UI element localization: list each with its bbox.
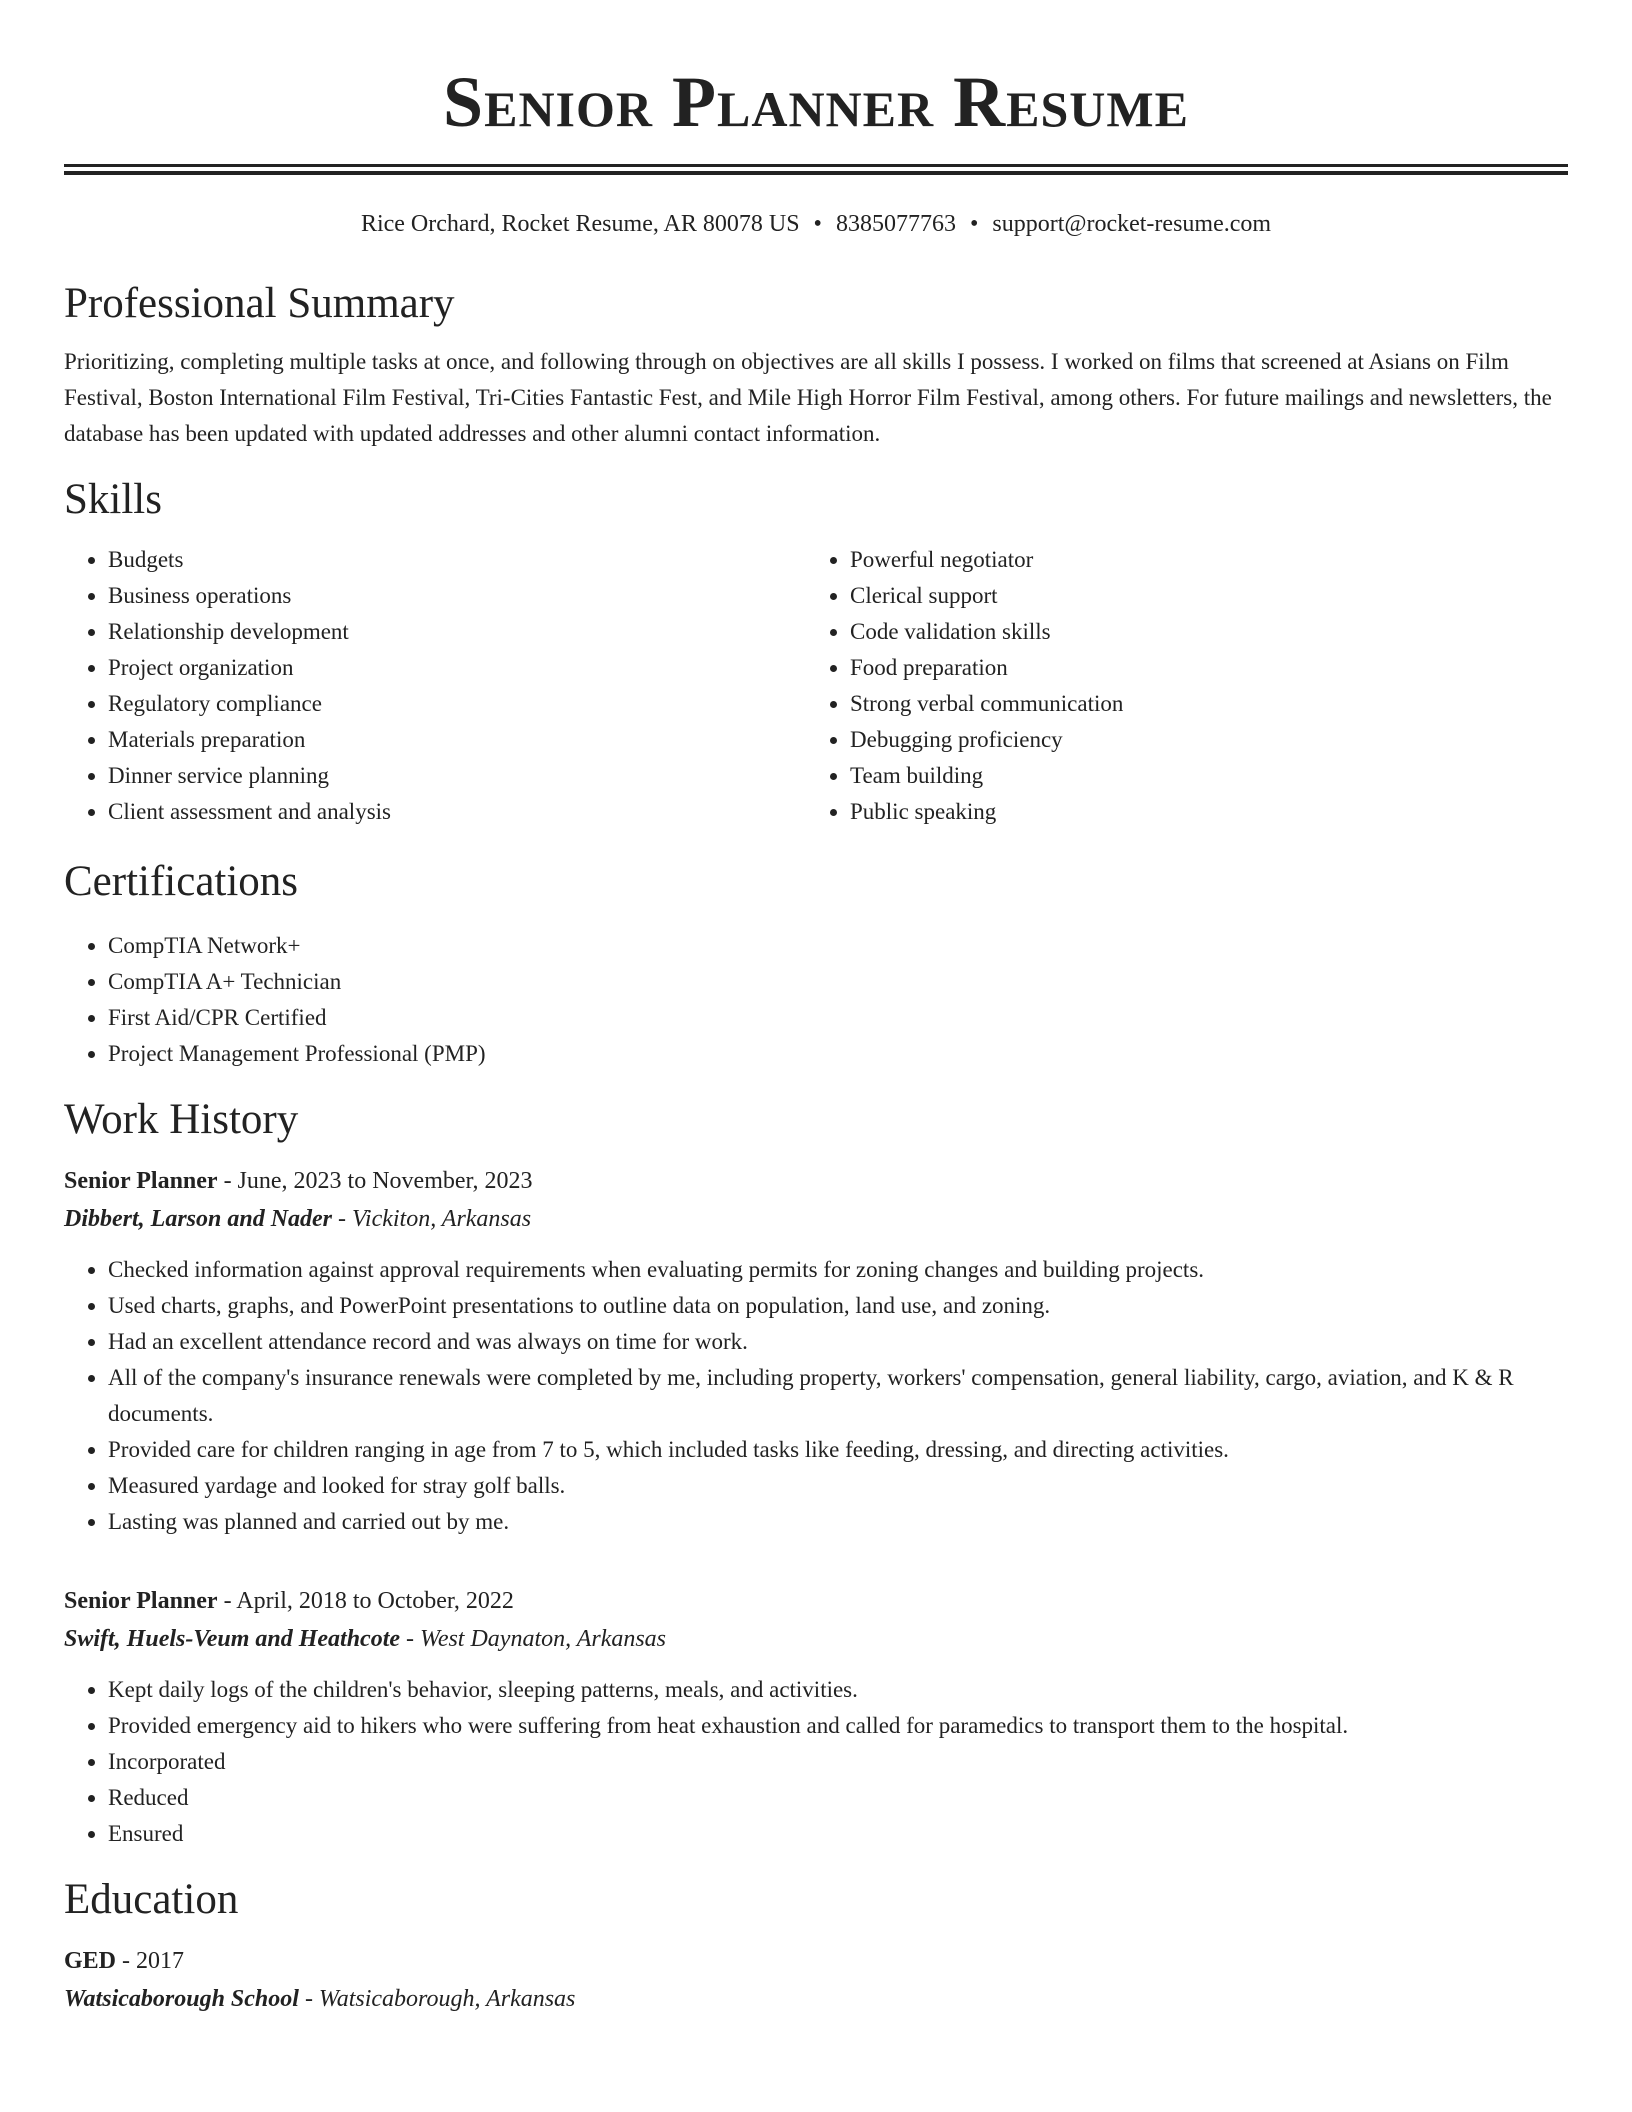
job-title: Senior Planner	[64, 1588, 218, 1614]
job-company: Swift, Huels-Veum and Heathcote	[64, 1626, 401, 1652]
job-duty: • Kept daily logs of the children's behavior, sleeping patterns, meals, and activities.	[108, 1672, 1568, 1708]
certification-item: • CompTIA Network+	[108, 928, 1568, 964]
job-duty: • Used charts, graphs, and PowerPoint presentations to outline data on population, land use, and zoning.	[108, 1288, 1568, 1324]
job-duty: • Provided emergency aid to hikers who were suffering from heat exhaustion and called for paramedics to transport them to the hospital.	[108, 1708, 1568, 1744]
certification-item: • CompTIA A+ Technician	[108, 964, 1568, 1000]
education-location: - Watsicaborough, Arkansas	[298, 1986, 576, 2012]
certifications-list	[64, 928, 1568, 1072]
education-heading: Education	[64, 1876, 239, 1923]
skill-item: • Food preparation	[850, 650, 1548, 686]
contact-phone: 8385077763	[835, 211, 956, 237]
job-dates: - April, 2018 to October, 2022	[217, 1588, 514, 1614]
skills-heading: Skills	[64, 476, 162, 523]
summary-text: Prioritizing, completing multiple tasks at once, and following through on objectives are all skills I possess. I worked on films that screened at Asians on Film Festival, Boston International Film Festival, Tri-Cities Fantastic Fest, and Mile High Horror Film Festival, among others. For future mailings and newsletters, the database has been updated with updated addresses and other alumni contact information.	[64, 349, 1552, 446]
job-duty: • Reduced	[108, 1780, 1568, 1816]
skill-item: • Relationship development	[108, 614, 806, 650]
job-duty: • Incorporated	[108, 1744, 1568, 1780]
education-year: - 2017	[116, 1948, 185, 1974]
work-history-heading: Work History	[64, 1096, 299, 1143]
job-duty: • All of the company's insurance renewals were completed by me, including property, workers' compensation, general liability, cargo, aviation, and K & R documents.	[108, 1360, 1568, 1432]
skills-list-right	[806, 542, 1548, 830]
job-duty: • Measured yardage and looked for stray golf balls.	[108, 1468, 1568, 1504]
education-school: Watsicaborough School	[64, 1986, 299, 2012]
job-title: Senior Planner	[64, 1168, 218, 1194]
certification-item: • First Aid/CPR Certified	[108, 1000, 1568, 1036]
job-duty: • Ensured	[108, 1816, 1568, 1852]
summary-heading: Professional Summary	[64, 280, 455, 327]
contact-separator: •	[813, 211, 822, 237]
contact-email: support@rocket-resume.com	[992, 211, 1272, 237]
skill-item: • Clerical support	[850, 578, 1548, 614]
skill-item: • Debugging proficiency	[850, 722, 1548, 758]
job-employer	[64, 1620, 1568, 1658]
skill-item: • Budgets	[108, 542, 806, 578]
skill-item: • Regulatory compliance	[108, 686, 806, 722]
skills-list-left	[64, 542, 806, 830]
job-duties-list	[64, 1672, 1568, 1852]
skill-item: • Powerful negotiator	[850, 542, 1548, 578]
skills-column-right	[806, 542, 1548, 830]
title-divider	[64, 164, 1568, 175]
skill-item: • Strong verbal communication	[850, 686, 1548, 722]
education-header	[64, 1942, 1568, 1980]
skills-column-left	[64, 542, 806, 830]
page-title: Senior Planner Resume	[443, 62, 1189, 142]
job-duty: • Had an excellent attendance record and was always on time for work.	[108, 1324, 1568, 1360]
job-duty: • Provided care for children ranging in age from 7 to 5, which included tasks like feeding, dressing, and directing activities.	[108, 1432, 1568, 1468]
certification-item: • Project Management Professional (PMP)	[108, 1036, 1568, 1072]
skill-item: • Client assessment and analysis	[108, 794, 806, 830]
job-duties-list	[64, 1252, 1568, 1540]
skill-item: • Code validation skills	[850, 614, 1548, 650]
job-header	[64, 1582, 1568, 1620]
skill-item: • Materials preparation	[108, 722, 806, 758]
skill-item: • Project organization	[108, 650, 806, 686]
contact-line	[64, 208, 1568, 240]
job-employer	[64, 1200, 1568, 1238]
job-location: - West Daynaton, Arkansas	[400, 1626, 667, 1652]
job-company: Dibbert, Larson and Nader	[64, 1206, 333, 1232]
job-duty: • Checked information against approval requirements when evaluating permits for zoning changes and building projects.	[108, 1252, 1568, 1288]
skill-item: • Dinner service planning	[108, 758, 806, 794]
skills-columns	[64, 542, 1568, 830]
education-degree: GED	[64, 1948, 117, 1974]
skill-item: • Business operations	[108, 578, 806, 614]
job-location: - Vickiton, Arkansas	[332, 1206, 532, 1232]
job-duty: • Lasting was planned and carried out by me.	[108, 1504, 1568, 1540]
job-header	[64, 1162, 1568, 1200]
contact-separator: •	[969, 211, 979, 237]
certifications-heading: Certifications	[64, 858, 299, 905]
job-dates: - June, 2023 to November, 2023	[217, 1168, 533, 1194]
skill-item: • Public speaking	[850, 794, 1548, 830]
education-institution	[64, 1980, 1568, 2018]
contact-address: Rice Orchard, Rocket Resume, AR 80078 US	[360, 211, 800, 237]
skill-item: • Team building	[850, 758, 1548, 794]
